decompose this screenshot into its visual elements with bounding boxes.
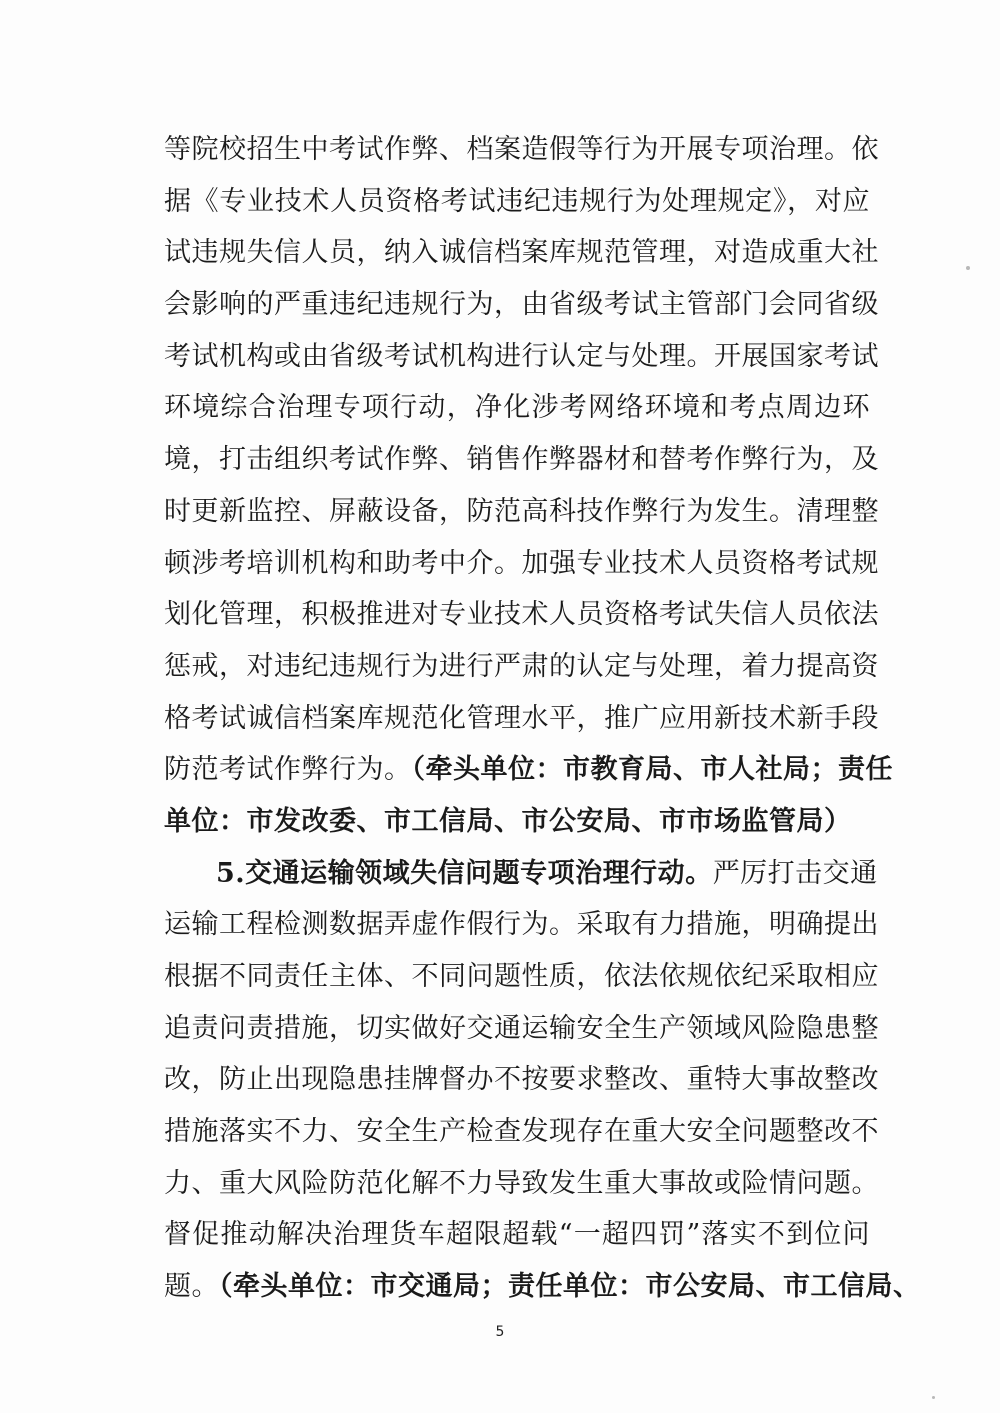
responsible-units-bold: （牵头单位：市教育局、市人社局；责任 bbox=[411, 754, 893, 786]
text-line: 会影响的严重违纪违规行为，由省级考试主管部门会同省级 bbox=[164, 289, 879, 321]
text-line: 根据不同责任主体、不同问题性质，依法依规依纪采取相应 bbox=[164, 961, 879, 992]
scan-speck bbox=[966, 266, 970, 270]
text-line: 环境综合治理专项行动，净化涉考网络环境和考点周边环 bbox=[164, 392, 870, 424]
text-line: 考试机构或由省级考试机构进行认定与处理。开展国家考试 bbox=[164, 340, 879, 372]
text-line: 追责问责措施，切实做好交通运输安全生产领域风险隐患整 bbox=[164, 1012, 879, 1044]
text-line: 试违规失信人员，纳入诚信档案库规范管理，对造成重大社 bbox=[164, 237, 879, 269]
text-line: 格考试诚信档案库规范化管理水平，推广应用新技术新手段 bbox=[164, 702, 879, 734]
text-line: 惩戒，对违纪违规行为进行严肃的认定与处理，着力提高资 bbox=[164, 650, 879, 682]
responsible-units-bold-line: 单位：市发改委、市工信局、市公安局、市市场监管局） bbox=[164, 805, 852, 837]
text-span: 严厉打击交通 bbox=[712, 857, 878, 889]
text-line: 运输工程检测数据弄虚作假行为。采取有力措施，明确提出 bbox=[164, 909, 879, 941]
text-line: 时更新监控、屏蔽设备，防范高科技作弊行为发生。清理整 bbox=[164, 495, 879, 527]
text-line: 措施落实不力、安全生产检查发现存在重大安全问题整改不 bbox=[164, 1116, 879, 1148]
text-line: 督促推动解决治理货车超限超载“一超四罚”落实不到位问 bbox=[164, 1219, 870, 1251]
responsible-units-bold: （牵头单位：市交通局；责任单位：市公安局、市工信局、 bbox=[219, 1271, 921, 1303]
text-line: 改，防止出现隐患挂牌督办不按要求整改、重特大事故整改 bbox=[164, 1064, 879, 1096]
scan-speck bbox=[932, 1396, 935, 1399]
section-heading-line bbox=[164, 848, 878, 900]
section-heading: 5.交通运输领域失信问题专项治理行动。 bbox=[216, 857, 713, 889]
text-line-with-responsible-units bbox=[164, 744, 893, 796]
text-span: 防范考试作弊行为。 bbox=[164, 754, 412, 786]
text-line: 力、重大风险防范化解不力导致发生重大事故或险情问题。 bbox=[164, 1167, 879, 1199]
text-line: 境，打击组织考试作弊、销售作弊器材和替考作弊行为，及 bbox=[164, 444, 879, 476]
text-line: 据《专业技术人员资格考试违纪违规行为处理规定》，对应 bbox=[164, 185, 870, 217]
page-number: 5 bbox=[495, 1324, 505, 1340]
text-line: 顿涉考培训机构和助考中介。加强专业技术人员资格考试规 bbox=[164, 547, 879, 579]
text-line: 划化管理，积极推进对专业技术人员资格考试失信人员依法 bbox=[164, 599, 879, 631]
body-text bbox=[164, 124, 921, 1313]
text-line: 等院校招生中考试作弊、档案造假等行为开展专项治理。依 bbox=[164, 134, 879, 165]
text-line-with-responsible-units bbox=[164, 1261, 921, 1313]
text-span: 题。 bbox=[164, 1271, 219, 1303]
